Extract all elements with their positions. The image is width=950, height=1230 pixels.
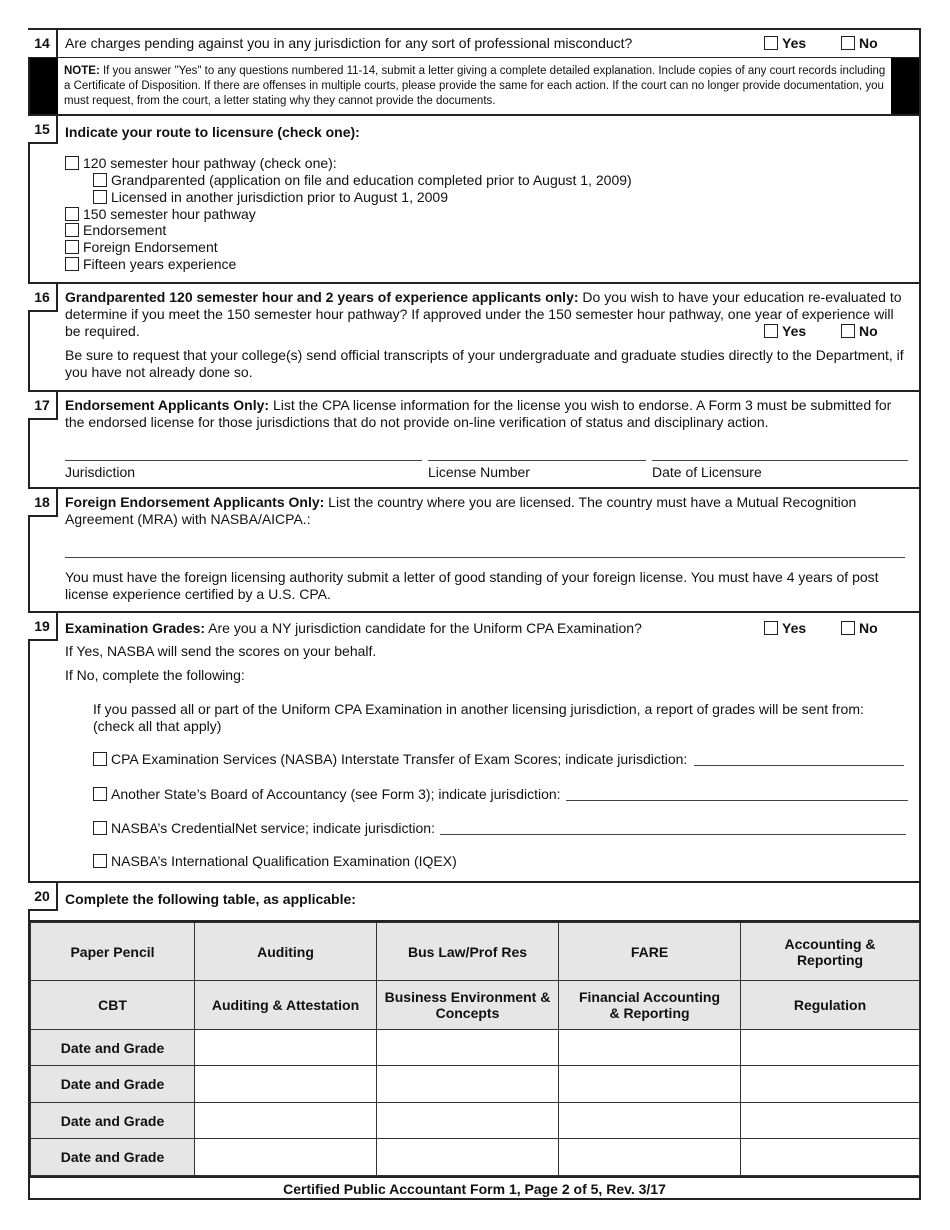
option-label: Endorsement <box>83 222 167 238</box>
checkbox[interactable] <box>93 854 107 868</box>
question-number-17: 17 <box>28 392 58 420</box>
divider <box>28 114 921 116</box>
q19-if-no: If No, complete the following: <box>65 667 245 683</box>
q18-text: List the country where you are licensed. The country must have a Mutual Recognition Agreement (MRA) with NASBA/AICPA.: <box>65 494 857 527</box>
checkbox[interactable] <box>65 257 79 271</box>
table-header-cell: CBT <box>31 981 195 1030</box>
checkbox[interactable] <box>65 207 79 221</box>
option-label: 150 semester hour pathway <box>83 206 256 222</box>
grade-cell[interactable] <box>741 1103 920 1139</box>
grade-cell[interactable] <box>195 1103 377 1139</box>
q19-if-yes: If Yes, NASBA will send the scores on your behalf. <box>65 643 377 659</box>
table-header-cell: Paper Pencil <box>31 923 195 981</box>
grade-cell[interactable] <box>377 1066 559 1103</box>
q14-no-label: No <box>859 35 878 51</box>
q19-option-credentialnet[interactable] <box>93 820 435 837</box>
grade-cell[interactable] <box>741 1066 920 1103</box>
grade-cell[interactable] <box>741 1139 920 1176</box>
q18-question <box>65 494 910 528</box>
q16-no-option[interactable] <box>841 323 878 339</box>
option-label: Foreign Endorsement <box>83 239 218 255</box>
license-number-label: License Number <box>428 464 530 480</box>
checkbox[interactable] <box>65 240 79 254</box>
country-line[interactable] <box>65 557 905 558</box>
q19-option-nasba-transfer[interactable] <box>93 751 687 768</box>
checkbox[interactable] <box>93 821 107 835</box>
table-header-cell: Bus Law/Prof Res <box>377 923 559 981</box>
jurisdiction-line[interactable] <box>440 834 906 835</box>
q19-no-option[interactable] <box>841 620 878 636</box>
note-body: If you answer "Yes" to any questions numbered 11-14, submit a letter giving a complete detailed explanation. Include copies of any court records including a Certificate of Disposition. If there are offenses in multiple courts, please provide the same for each action. If the court can no longer provide documentation, you must request, from the court, a letter stating why they cannot provide the documents. <box>64 65 886 107</box>
q15-option-licensed-elsewhere[interactable] <box>93 189 448 206</box>
q19-yes-label: Yes <box>782 620 807 636</box>
q15-option-endorsement[interactable] <box>65 222 166 239</box>
grade-cell[interactable] <box>559 1139 741 1176</box>
q15-option-fifteen-years[interactable] <box>65 256 236 273</box>
note-right-bar <box>891 58 919 114</box>
date-grade-label: Date and Grade <box>31 1139 195 1176</box>
q17-title: Endorsement Applicants Only: <box>65 397 270 413</box>
checkbox[interactable] <box>93 173 107 187</box>
checkbox[interactable] <box>93 752 107 766</box>
option-label: Licensed in another jurisdiction prior to August 1, 2009 <box>111 189 448 205</box>
table-row <box>31 1139 920 1176</box>
grade-cell[interactable] <box>195 1030 377 1066</box>
q17-question <box>65 397 910 431</box>
q15-title: Indicate your route to licensure (check one): <box>65 124 360 140</box>
table-row <box>31 1030 920 1066</box>
table-header-cell: Auditing <box>195 923 377 981</box>
grade-cell[interactable] <box>377 1103 559 1139</box>
question-number-16: 16 <box>28 284 58 312</box>
date-grade-label: Date and Grade <box>31 1103 195 1139</box>
option-label: Fifteen years experience <box>83 256 237 272</box>
question-number-15: 15 <box>28 116 58 144</box>
table-header-cell: Accounting & Reporting <box>741 923 920 981</box>
grade-cell[interactable] <box>559 1103 741 1139</box>
q19-yes-option[interactable] <box>764 620 806 636</box>
checkbox[interactable] <box>65 156 79 170</box>
note-label: NOTE: <box>64 65 100 77</box>
option-label: CPA Examination Services (NASBA) Interstate Transfer of Exam Scores; indicate jurisdiction: <box>111 751 688 767</box>
date-grade-label: Date and Grade <box>31 1030 195 1066</box>
q16-yes-label: Yes <box>782 323 807 339</box>
table-header-cell: Regulation <box>741 981 920 1030</box>
grade-cell[interactable] <box>195 1066 377 1103</box>
checkbox[interactable] <box>93 787 107 801</box>
table-header-cell: FARE <box>559 923 741 981</box>
q19-title: Examination Grades: <box>65 620 206 636</box>
q15-option-grandparented[interactable] <box>93 172 632 189</box>
note-left-bar <box>30 58 58 114</box>
q14-no-option[interactable] <box>841 35 878 51</box>
q19-text: Are you a NY jurisdiction candidate for the Uniform CPA Examination? <box>205 620 642 636</box>
q15-option-foreign-endorsement[interactable] <box>65 239 218 256</box>
jurisdiction-line[interactable] <box>65 460 422 461</box>
option-label: NASBA’s CredentialNet service; indicate jurisdiction: <box>111 820 435 836</box>
q18-title: Foreign Endorsement Applicants Only: <box>65 494 325 510</box>
paper-pencil-row <box>31 923 920 981</box>
q16-text: Do you wish to have your education re-evaluated to determine if you meet the 150 semester hour pathway? If approved under the 150 semester hour pathway, one year of experience will be required. <box>65 289 902 339</box>
grade-cell[interactable] <box>559 1066 741 1103</box>
q19-no-label: No <box>859 620 878 636</box>
q14-question: Are charges pending against you in any jurisdiction for any sort of professional misconduct? <box>65 35 633 51</box>
q14-yes-checkbox[interactable] <box>764 36 778 50</box>
option-label: Another State’s Board of Accountancy (see Form 3); indicate jurisdiction: <box>111 786 561 802</box>
license-number-line[interactable] <box>428 460 646 461</box>
date-grade-label: Date and Grade <box>31 1066 195 1103</box>
question-number-14: 14 <box>28 30 58 58</box>
question-number-19: 19 <box>28 613 58 641</box>
jurisdiction-label: Jurisdiction <box>65 464 136 480</box>
grade-cell[interactable] <box>377 1139 559 1176</box>
divider <box>28 282 921 284</box>
q17-text: List the CPA license information for the license you wish to endorse. A Form 3 must be submitted for the endorsed license for those jurisdictions that do not provide on-line verification of status and disciplinary action. <box>65 397 892 430</box>
checkbox[interactable] <box>65 223 79 237</box>
grade-cell[interactable] <box>195 1139 377 1176</box>
page-footer: Certified Public Accountant Form 1, Page 2 of 5, Rev. 3/17 <box>30 1176 919 1200</box>
q19-option-iqex[interactable] <box>93 853 457 870</box>
jurisdiction-line[interactable] <box>566 800 908 801</box>
q16-no-label: No <box>859 323 878 339</box>
q16-note: Be sure to request that your college(s) send official transcripts of your undergraduate and graduate studies directly to the Department, if you have not already done so. <box>65 347 904 380</box>
q16-yes-checkbox[interactable] <box>764 324 778 338</box>
date-of-licensure-label: Date of Licensure <box>652 464 762 480</box>
table-header-cell: Financial Accounting & Reporting <box>559 981 741 1030</box>
q18-note: You must have the foreign licensing authority submit a letter of good standing of your foreign license. You must have 4 years of post license experience certified by a U.S. CPA. <box>65 569 879 602</box>
q16-yes-option[interactable] <box>764 323 806 339</box>
q19-no-checkbox[interactable] <box>841 621 855 635</box>
date-of-licensure-line[interactable] <box>652 460 908 461</box>
option-label: 120 semester hour pathway (check one): <box>83 155 337 171</box>
q20-title: Complete the following table, as applicable: <box>65 891 356 907</box>
note-text <box>64 64 890 109</box>
exam-grades-table <box>30 922 920 1176</box>
jurisdiction-line[interactable] <box>694 765 904 766</box>
checkbox[interactable] <box>93 190 107 204</box>
q19-yes-checkbox[interactable] <box>764 621 778 635</box>
q16-no-checkbox[interactable] <box>841 324 855 338</box>
table-row <box>31 1103 920 1139</box>
table-header-cell: Business Environment & Concepts <box>377 981 559 1030</box>
q19-question <box>65 620 755 637</box>
question-number-18: 18 <box>28 489 58 517</box>
divider <box>28 390 921 392</box>
grade-cell[interactable] <box>559 1030 741 1066</box>
table-header-cell: Auditing & Attestation <box>195 981 377 1030</box>
q16-title: Grandparented 120 semester hour and 2 years of experience applicants only: <box>65 289 579 305</box>
q14-no-checkbox[interactable] <box>841 36 855 50</box>
divider <box>28 611 921 613</box>
q14-yes-option[interactable] <box>764 35 806 51</box>
grade-cell[interactable] <box>741 1030 920 1066</box>
q19-option-another-state[interactable] <box>93 786 561 803</box>
note-box <box>30 58 919 114</box>
divider <box>28 881 921 883</box>
question-number-20: 20 <box>28 883 58 911</box>
q19-intro: If you passed all or part of the Uniform CPA Examination in another licensing jurisdiction, a report of grades will be sent from: (check all that apply) <box>93 701 864 734</box>
q15-option-150[interactable] <box>65 206 256 223</box>
option-label: Grandparented (application on file and education completed prior to August 1, 2009) <box>111 172 632 188</box>
divider <box>28 487 921 489</box>
grade-cell[interactable] <box>377 1030 559 1066</box>
q15-option-120[interactable] <box>65 155 337 172</box>
cbt-row <box>31 981 920 1030</box>
table-row <box>31 1066 920 1103</box>
q14-yes-label: Yes <box>782 35 807 51</box>
option-label: NASBA’s International Qualification Examination (IQEX) <box>111 853 457 869</box>
